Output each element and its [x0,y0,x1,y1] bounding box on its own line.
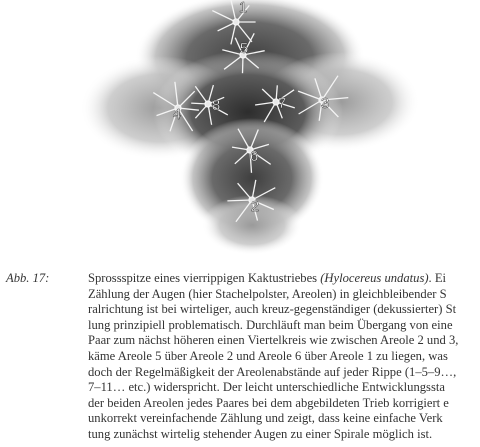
caption-fragment: doch der Regelmäßigkeit der Areolenabstände auf jeder Rippe (1–5–9…, [88,364,457,379]
areole-label: 5 [239,40,249,57]
caption-text [88,396,476,412]
caption-line [6,396,476,412]
caption-line [6,302,476,318]
caption-line [6,427,476,443]
caption-indent [6,365,88,381]
caption-fragment: . Ei [428,271,447,285]
caption-text [88,333,476,349]
caption-text [88,302,476,318]
caption-line [6,365,476,381]
caption-text [88,318,476,334]
caption-indent [6,287,88,303]
caption-line [6,411,476,427]
caption-indent [6,427,88,443]
figure-caption [6,271,476,443]
caption-fragment: 7–11… etc.) widerspricht. Der leicht unterschiedliche Entwicklungssta [88,380,445,395]
areole-label: 2 [250,198,260,215]
caption-text [88,287,476,303]
caption-indent [6,302,88,318]
caption-text [88,427,476,443]
caption-line [6,380,476,396]
areole [205,101,211,107]
caption-text [88,411,476,427]
caption-text [88,271,476,287]
caption-fragment: käme Areole 5 über Areole 2 und Areole 6 über Areole 1 zu liegen, was [88,348,448,363]
caption-text [88,349,476,365]
caption-indent [6,333,88,349]
areole-label: 1 [238,0,248,16]
caption-indent [6,396,88,412]
species-name: (Hylocereus undatus) [320,271,429,285]
caption-fragment: lung prinzipiell problematisch. Durchläuft man beim Übergang von eine [88,317,453,332]
caption-indent [6,318,88,334]
caption-line [6,333,476,349]
areole-label: 4 [172,106,182,123]
areole-label: 3 [320,95,330,112]
caption-indent [6,411,88,427]
cactus-shoot [80,0,420,255]
caption-line [6,271,476,287]
caption-fragment: tung zunächst wirtelig stehender Augen zu einer Spirale möglich ist. [88,426,433,441]
areole-label: 6 [249,148,259,165]
caption-line [6,318,476,334]
caption-fragment: der beiden Areolen jedes Paares bei dem abgebildeten Trieb korrigiert e [88,395,449,410]
caption-fragment: Paar zum nächst höheren einen Viertelkreis wie zwischen Areole 2 und 3, [88,333,459,348]
areole [233,19,239,25]
caption-indent [6,349,88,365]
caption-indent [6,380,88,396]
caption-fragment: Zählung der Augen (hier Stachelpolster, Areolen) in gleichbleibender S [88,286,447,301]
caption-fragment: unkorrekt vereinfachende Zählung und zeigt, dass keine einfache Verk [88,411,443,426]
caption-fragment: ralrichtung ist bei wirteliger, auch kreuz-gegenständiger (dekussierter) St [88,302,457,317]
caption-text [88,365,476,381]
figure-label: Abb. 17: [6,271,50,285]
caption-fragment: Sprossspitze eines vierrippigen Kaktustriebes [88,271,321,285]
caption-text [88,380,476,396]
spine [227,200,252,201]
areole-label: 7 [277,95,287,112]
caption-line [6,349,476,365]
areole-label: 8 [211,97,221,114]
caption-line [6,287,476,303]
